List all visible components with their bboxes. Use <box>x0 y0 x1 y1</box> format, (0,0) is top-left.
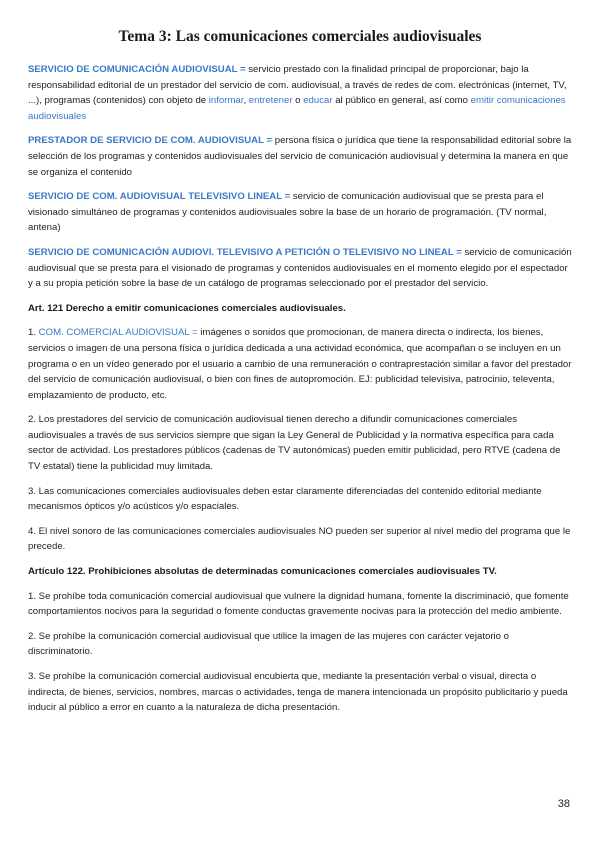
highlight-entretener: entretener <box>248 95 293 107</box>
definition-term: SERVICIO DE COM. AUDIOVISUAL TELEVISIVO LINEAL = <box>28 191 291 203</box>
definition-text: servicio prestado con la finalidad principal de proporcionar, bajo la responsabilidad editorial de un prestador del servicio de com. audiovisual, a través de redes de com. electrónicas (internet, TV, ...), programas (contenidos) con objeto de <box>28 64 567 107</box>
art121-paragraph-2: 2. Los prestadores del servicio de comunicación audiovisual tienen derecho a difundir comunicaciones comerciales audiovisuales a través de sus servicios siempre que sigan la Ley General de Publicidad y la normativa específica para cada sector de actividad. Los prestadores públicos (cadenas de TV autonómicas) pueden emitir publicidad, pero RTVE (cadena de TV estatal) tiene la publicidad muy limitada. <box>28 414 561 473</box>
art122-paragraph-1: 1. Se prohíbe toda comunicación comercial audiovisual que vulnere la dignidad humana, fomente la discriminació, que fomente comportamientos nocivos para la seguridad o fomente conductas gravemente nocivas para la protección del medio ambiente. <box>28 590 569 618</box>
definition-televisivo-lineal <box>28 189 574 236</box>
highlight-informar: informar <box>208 95 244 107</box>
page-number: 38 <box>557 798 570 810</box>
art122-heading: Artículo 122. Prohibiciones absolutas de determinadas comunicaciones comerciales audiovisuales TV. <box>28 566 497 578</box>
art121-paragraph-3: 3. Las comunicaciones comerciales audiovisuales deben estar claramente diferenciadas del contenido editorial mediante mecanismos ópticos y/o acústicos y/o espaciales. <box>28 485 542 513</box>
definition-term: SERVICIO DE COMUNICACIÓN AUDIOVI. TELEVISIVO A PETICIÓN O TELEVISIVO NO LINEAL = <box>28 246 462 258</box>
highlight-educar: educar <box>303 95 333 107</box>
definition-text: servicio de comunicación audiovisual que se presta para el visionado de programas y contenidos audiovisuales en el momento elegido por el espectador y a su propia petición sobre la base de un catálogo de programas seleccionado por el prestador del servicio. <box>28 246 572 290</box>
definition-servicio-comunicacion: SERVICIO DE COMUNICACIÓN AUDIOVISUAL = servicio prestado con la finalidad principal de proporcionar, bajo la responsabilidad editorial de un prestador del servicio de com. audiovisual, a través de redes de com. electrónicas (internet, TV, ...), programas (contenidos) con objeto de informar, entretener o educar al público en general, así como emitir comunicaciones audiovisuales <box>28 64 567 122</box>
definition-term: PRESTADOR DE SERVICIO DE COM. AUDIOVISUAL = <box>28 135 273 147</box>
art121-paragraph-1: 1. COM. COMERCIAL AUDIOVISUAL = imágenes o sonidos que promocionan, de manera directa o indirecta, los bienes, servicios o imagen de una persona física o jurídica dedicada a una actividad económica, que acompañan o se incluyen en un programa o en un vídeo generado por el usuario a cambio de una remuneración o contraprestación similar a favor del prestador del servicio de comunicación audiovisual, o bien con fines de autopromoción. EJ: publicidad televisiva, patrocinio, televenta, emplazamiento de producto, etc. <box>28 327 572 401</box>
definition-prestador <box>28 133 574 180</box>
definition-text: persona física o jurídica que tiene la responsabilidad editorial sobre la selección de los programas y contenidos audiovisuales del servicio de comunicación audiovisual y determina la manera en que se organiza el contenido <box>28 135 572 178</box>
art122-paragraph-3: 3. Se prohíbe la comunicación comercial audiovisual encubierta que, mediante la presentación verbal o visual, directa o indirecta, de bienes, servicios, nombres, marcas o actividades, tenga de manera intencionada un propósito publicitario y pueda inducir al público a error en cuanto a la naturaleza de dicha presentación. <box>28 671 568 714</box>
definition-text: servicio de comunicación audiovisual que se presta para el visionado simultáneo de programas y contenidos audiovisuales sobre la base de un horario de programación. (TV normal, antena) <box>28 191 547 234</box>
definition-term: COM. COMERCIAL AUDIOVISUAL = <box>38 327 198 339</box>
highlight-emitir: emitir comunicaciones audiovisuales <box>28 95 566 122</box>
definition-no-lineal <box>28 245 574 292</box>
art121-paragraph-4: 4. El nivel sonoro de las comunicaciones comerciales audiovisuales NO pueden ser superior al nivel medio del programa que le precede. <box>28 525 571 553</box>
art122-paragraph-2: 2. Se prohíbe la comunicación comercial audiovisual que utilice la imagen de las mujeres con carácter vejatorio o discriminatorio. <box>28 630 510 658</box>
document-body <box>28 62 574 725</box>
art121-heading: Art. 121 Derecho a emitir comunicaciones comerciales audiovisuales. <box>28 302 346 314</box>
page-title: Tema 3: Las comunicaciones comerciales audiovisuales <box>118 28 482 45</box>
definition-term: SERVICIO DE COMUNICACIÓN AUDIOVISUAL = <box>28 64 246 75</box>
